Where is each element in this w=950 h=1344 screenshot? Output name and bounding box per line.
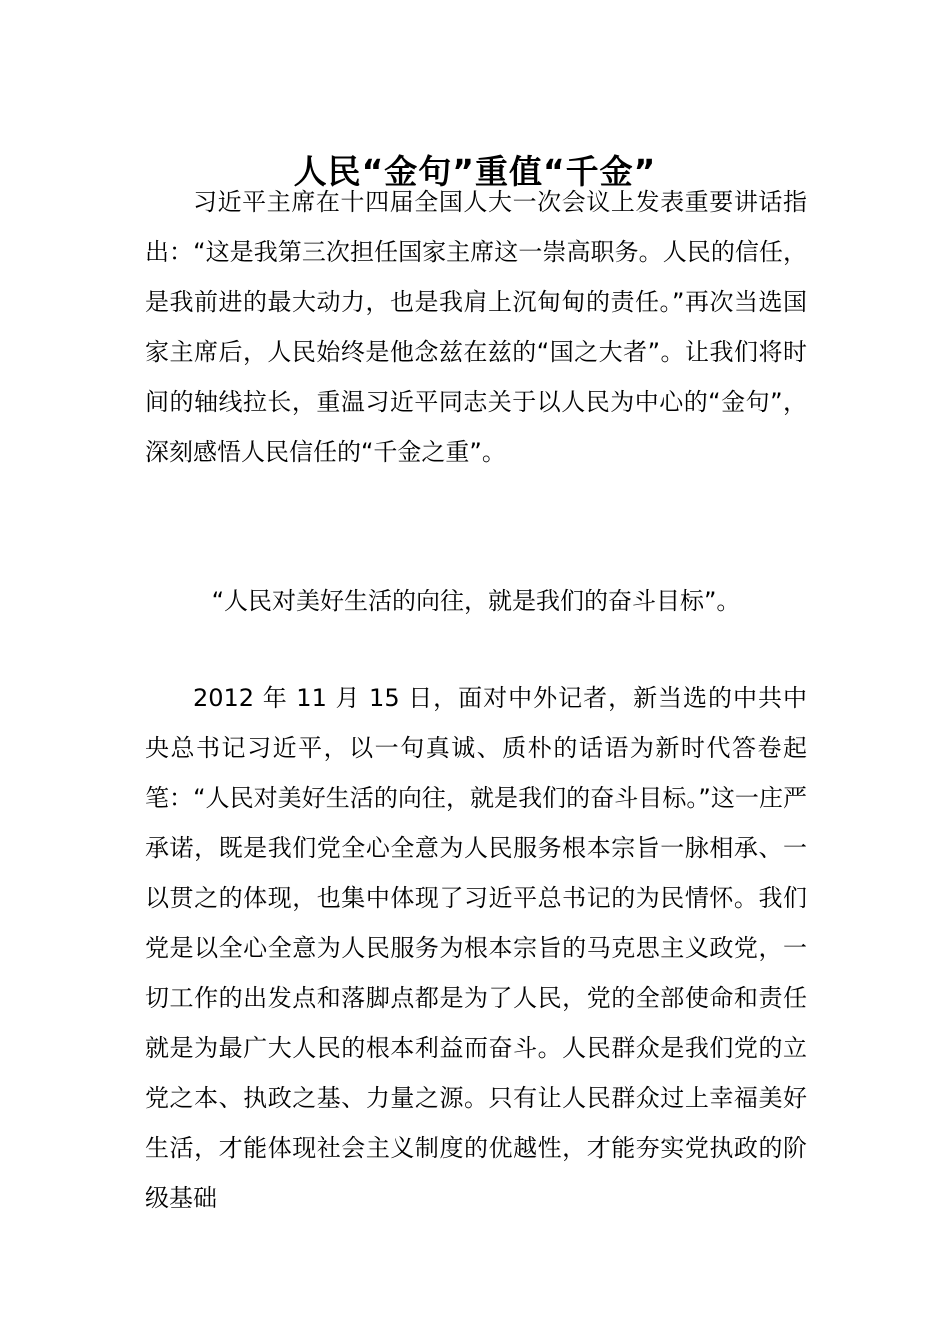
section-subheading: “人民对美好生活的向往，就是我们的奋斗目标”。	[211, 587, 741, 615]
document-title: 人民“金句”重值“千金”	[293, 152, 657, 192]
paragraph-intro: 习近平主席在十四届全国人大一次会议上发表重要讲话指出：“这是我第三次担任国家主席这一崇高职务。人民的信任，是我前进的最大动力，也是我肩上沉甸甸的责任。”再次当选国家主席后，人民始终是他念兹在兹的“国之大者”。让我们将时间的轴线拉长，重温习近平同志关于以人民为中心的“金句”，深刻感悟人民信任的“千金之重”。	[145, 188, 807, 466]
paragraph-body: 2012 年 11 月 15 日，面对中外记者，新当选的中共中央总书记习近平，以一句真诚、质朴的话语为新时代答卷起笔：“人民对美好生活的向往，就是我们的奋斗目标。”这一庄严承诺，既是我们党全心全意为人民服务根本宗旨一脉相承、一以贯之的体现，也集中体现了习近平总书记的为民情怀。我们党是以全心全意为人民服务为根本宗旨的马克思主义政党，一切工作的出发点和落脚点都是为了人民，党的全部使命和责任就是为最广大人民的根本利益而奋斗。人民群众是我们党的立党之本、执政之基、力量之源。只有让人民群众过上幸福美好生活，才能体现社会主义制度的优越性，才能夯实党执政的阶级基础	[145, 684, 807, 1212]
